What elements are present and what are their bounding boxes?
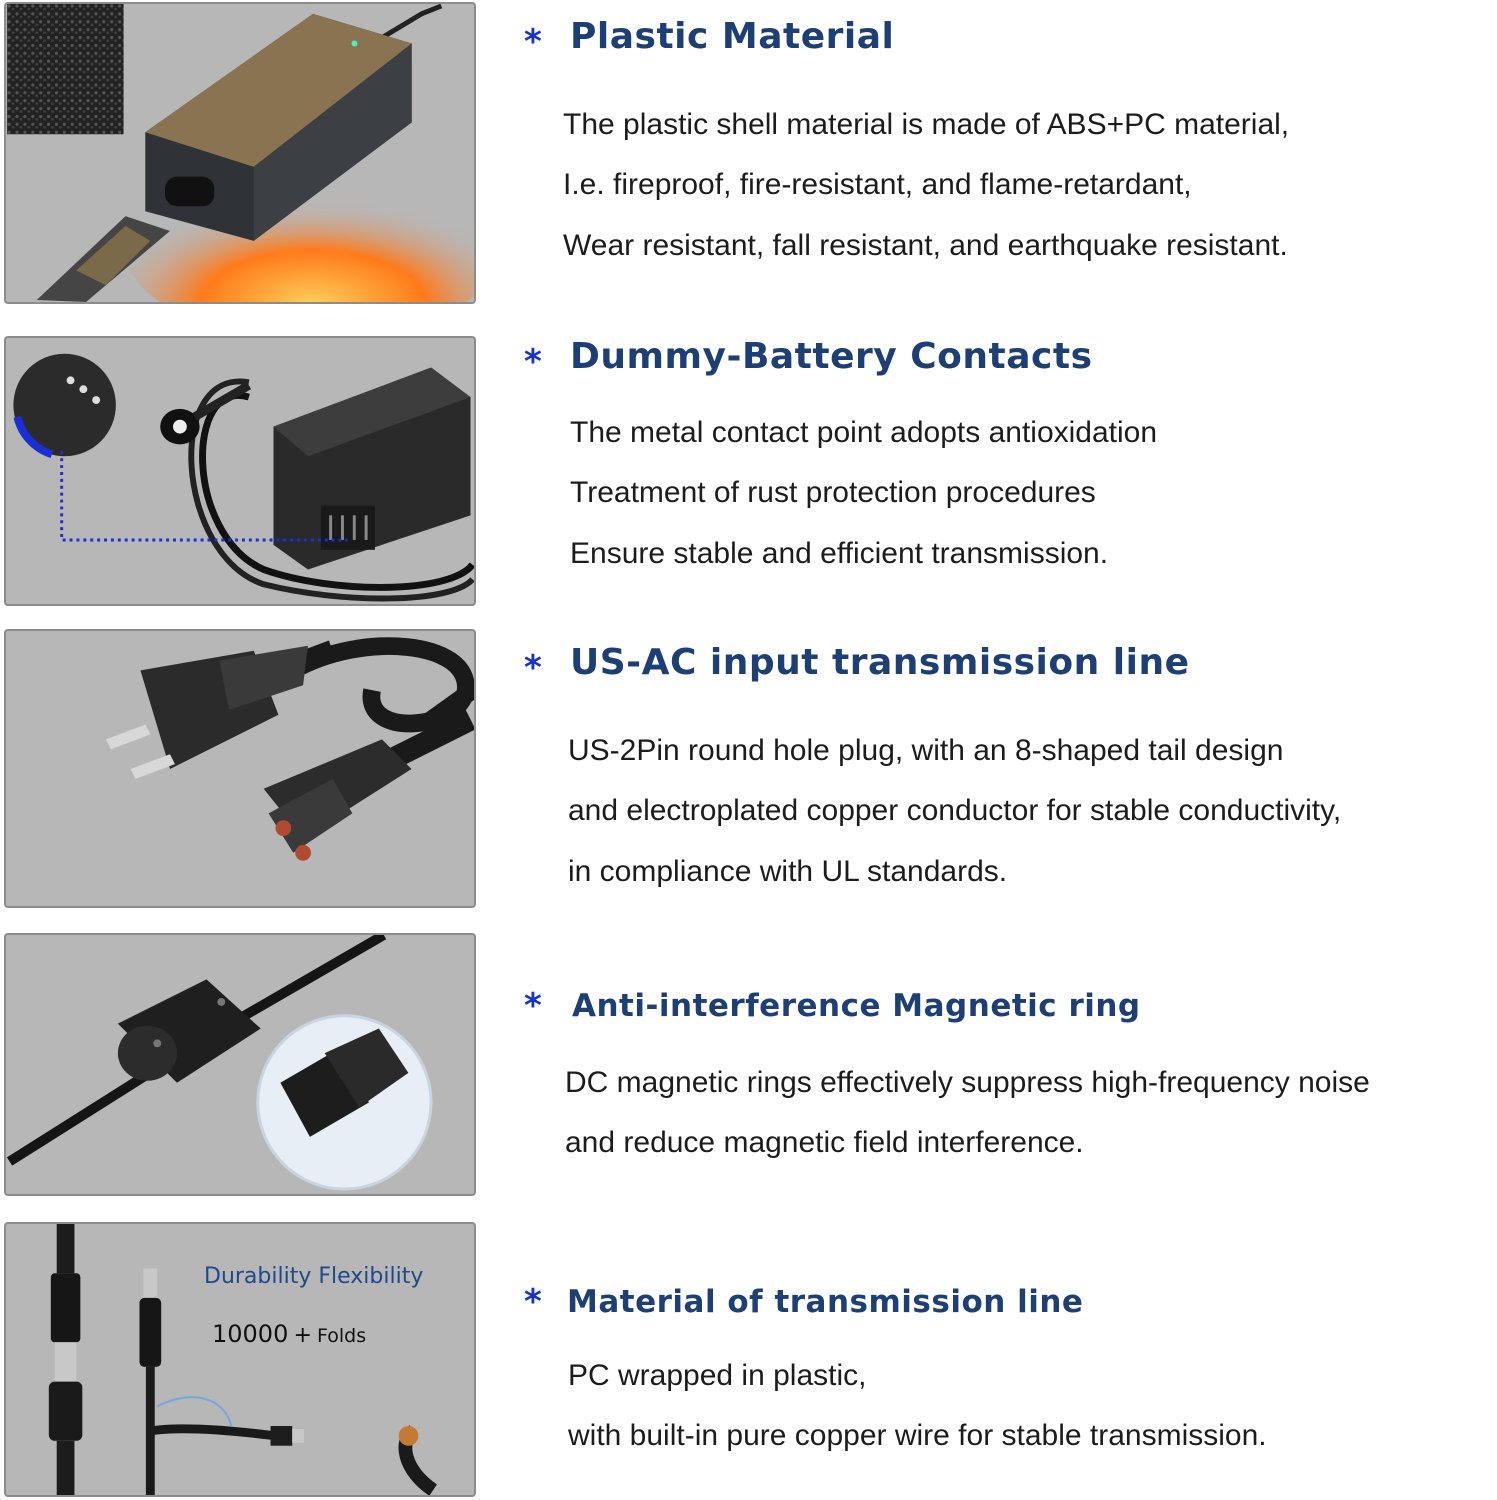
section-text-line: DC magnetic rings effectively suppress high-frequency noise [565, 1066, 1370, 1099]
section-text-line: Ensure stable and efficient transmission. [570, 537, 1109, 570]
section-text-line: US-2Pin round hole plug, with an 8-shaped tail design [568, 734, 1284, 767]
asterisk-icon: * [524, 22, 542, 62]
image-panel-dummy-battery [4, 336, 476, 606]
image-panel-magnetic-ring [4, 933, 476, 1196]
ac-plug-icon [6, 631, 474, 906]
section-text-line: in compliance with UL standards. [568, 855, 1008, 888]
dummy-battery-icon [6, 338, 474, 604]
fold-count-plus: + [293, 1323, 312, 1348]
section-text-line: and reduce magnetic field interference. [565, 1126, 1084, 1159]
section-title: US-AC input transmission line [570, 642, 1190, 683]
asterisk-icon: * [524, 1282, 542, 1322]
section-text-line: Treatment of rust protection procedures [570, 476, 1096, 509]
power-adapter-icon [6, 4, 474, 302]
section-title: Anti-interference Magnetic ring [572, 988, 1141, 1024]
durability-caption: Durability Flexibility [204, 1264, 424, 1289]
ferrite-ring-icon [6, 935, 474, 1194]
section-text-line: with built-in pure copper wire for stable transmission. [568, 1419, 1267, 1452]
image-panel-ac-cable [4, 629, 476, 908]
asterisk-icon: * [524, 986, 542, 1026]
image-panel-plastic-material [4, 2, 476, 304]
section-text-line: The metal contact point adopts antioxidation [570, 416, 1158, 449]
section-title: Material of transmission line [567, 1284, 1084, 1320]
fold-count-unit: Folds [316, 1325, 367, 1347]
asterisk-icon: * [524, 342, 542, 382]
section-text-line: and electroplated copper conductor for stable conductivity, [568, 794, 1342, 827]
section-text-line: The plastic shell material is made of ABS+PC material, [563, 108, 1290, 141]
fold-count-number: 10000 [212, 1320, 289, 1348]
asterisk-icon: * [524, 648, 542, 688]
section-text-line: I.e. fireproof, fire-resistant, and flame-retardant, [563, 168, 1192, 201]
section-title: Plastic Material [570, 16, 895, 57]
section-title: Dummy-Battery Contacts [570, 336, 1093, 377]
section-text-line: PC wrapped in plastic, [568, 1359, 867, 1392]
fold-count [212, 1320, 366, 1348]
section-text-line: Wear resistant, fall resistant, and earthquake resistant. [563, 229, 1288, 262]
image-panel-transmission-line [4, 1222, 476, 1497]
